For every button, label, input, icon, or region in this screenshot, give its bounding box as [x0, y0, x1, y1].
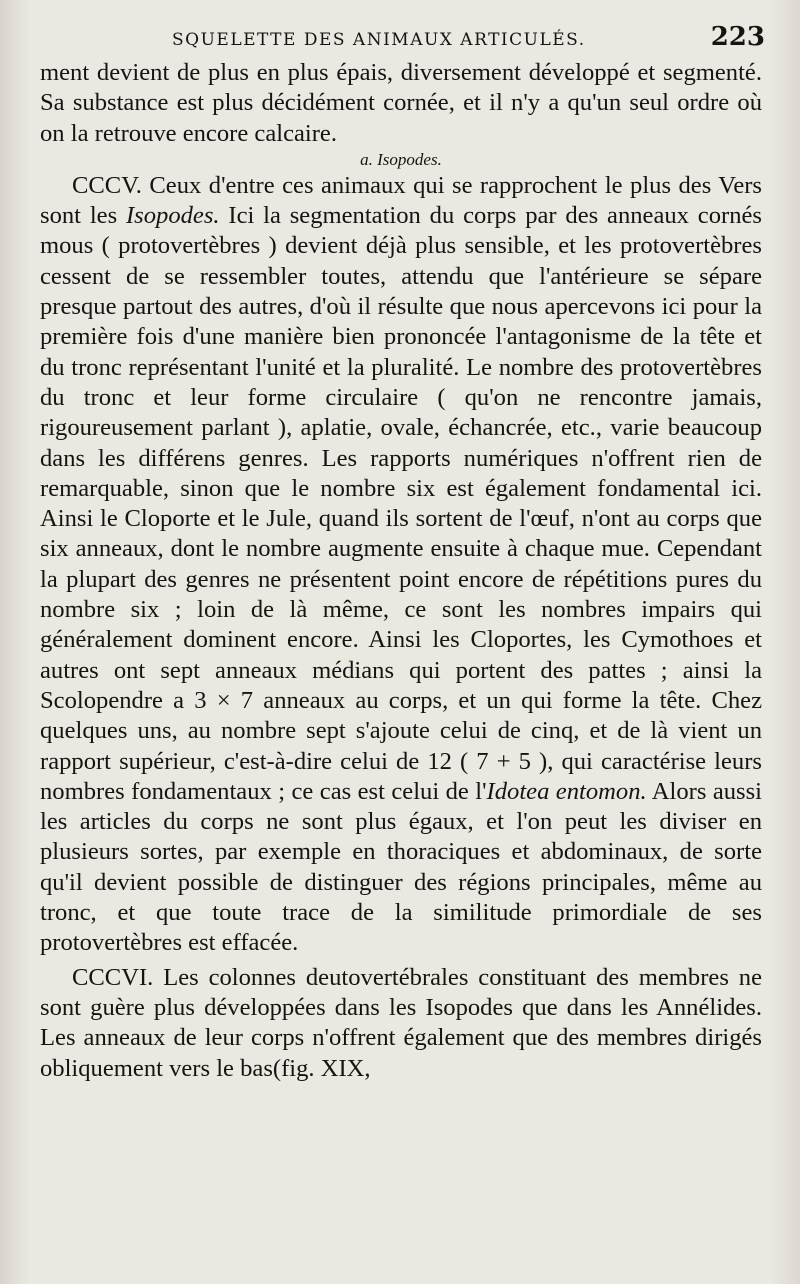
- paragraph-text: Les colonnes deutovertébrales constituant des membres ne sont guère plus développées dans les Isopodes que dans les Annélides. Les anneaux de leur corps n'offrent également que des membres dirigés obliquement vers le bas(fig. XIX,: [40, 963, 762, 1082]
- section-heading: a. Isopodes.: [360, 149, 442, 169]
- italic-term: Idotea entomon.: [486, 777, 647, 805]
- running-head: SQUELETTE DES ANIMAUX ARTICULÉS.: [172, 30, 586, 50]
- paragraph-number: CCCVI.: [72, 963, 154, 991]
- paragraph-cccvi: [40, 963, 762, 1084]
- intro-paragraph: ment devient de plus en plus épais, diversement développé et segmenté. Sa substance est plus décidément cornée, et il n'y a qu'un seul ordre où on la retrouve encore calcaire.: [40, 59, 762, 147]
- paragraph-cccv: [40, 171, 762, 959]
- italic-term: Isopodes.: [125, 202, 220, 230]
- body-text: [40, 58, 762, 1084]
- page-header: [0, 22, 800, 62]
- paragraph-text: Alors aussi les articles du corps ne sont plus égaux, et l'on peut les diviser en plusieurs sortes, par exemple en thoraciques et abdominaux, de sorte qu'il devient possible de distinguer des régions principales, même au tronc, et que toute trace de la similitude primordiale de ses protovertèbres est effacée.: [40, 777, 763, 957]
- page-number: 223: [710, 22, 765, 52]
- paragraph-text: Ceux d'entre ces animaux qui se rapprochent le plus des Vers sont les: [40, 171, 762, 230]
- paragraph-number: CCCV.: [72, 171, 142, 199]
- paragraph-text: Ici la segmentation du corps par des anneaux cornés mous ( protovertèbres ) devient déjà plus sensible, et les protovertèbres cessent de se ressembler toutes, attendu que l'antérieure se sépare presque partout des autres, d'où il résulte que nous apercevons ici pour la première fois d'une manière bien prononcée l'antagonisme de la tête et du tronc représentant l'unité et la pluralité. Le nombre des protovertèbres du tronc et leur forme circulaire ( qu'on ne rencontre jamais, rigoureusement parlant ), aplatie, ovale, échancrée, etc., varie beaucoup dans les différens genres. Les rapports numériques n'offrent rien de remarquable, sinon que le nombre six est également fondamental ici. Ainsi le Cloporte et le Jule, quand ils sortent de l'œuf, n'ont au corps que six anneaux, dont le nombre augmente ensuite à chaque mue. Cependant la plupart des genres ne présentent point encore de répétitions pures du nombre six ; loin de là même, ce sont les nombres impairs qui généralement dominent encore. Ainsi les Cloportes, les Cymothoes et autres ont sept anneaux médians qui portent des pattes ; ainsi la Scolopendre a 3 × 7 anneaux au corps, et un qui forme la tête. Chez quelques uns, au nombre sept s'ajoute celui de cinq, et de là vient un rapport supérieur, c'est-à-dire celui de 12 ( 7 + 5 ), qui caractérise leurs nombres fondamentaux ; ce cas est celui de l': [40, 202, 762, 805]
